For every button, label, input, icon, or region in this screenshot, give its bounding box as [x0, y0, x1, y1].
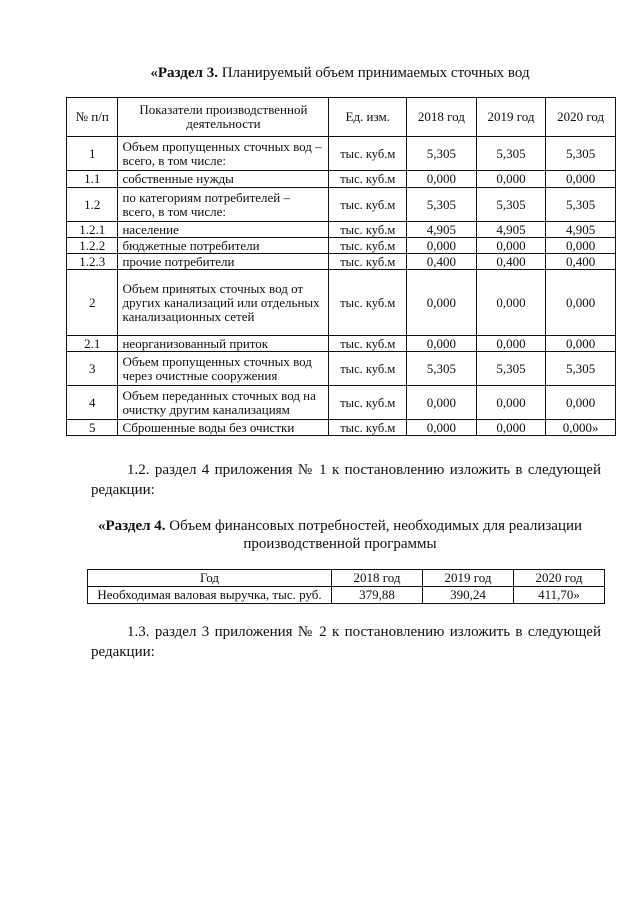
row-value-2018: 0,000: [407, 238, 477, 254]
row-value-2020: 5,305: [546, 352, 616, 386]
row-indicator: Объем пропущенных сточных вод – всего, в том числе:: [118, 137, 329, 171]
row-number: 2: [67, 270, 118, 336]
row-indicator: население: [118, 222, 329, 238]
paragraph-1-3: 1.3. раздел 3 приложения № 2 к постановлению изложить в следующей редакции:: [91, 624, 601, 660]
row-value-2020: 0,000: [546, 270, 616, 336]
row-value-2019: 0,000: [476, 171, 546, 188]
row-indicator: собственные нужды: [118, 171, 329, 188]
row-number: 1: [67, 137, 118, 171]
section3-heading-bold: «Раздел 3.: [150, 65, 218, 81]
row-value-2018: 0,000: [407, 270, 477, 336]
row-value-2019: 0,400: [476, 254, 546, 270]
section4-table: [87, 569, 605, 604]
row-value-2019: 4,905: [476, 222, 546, 238]
row-value-2018: 0,000: [407, 336, 477, 352]
revenue-2018: 379,88: [332, 587, 423, 604]
row-value-2020: 0,000»: [546, 420, 616, 436]
section3-heading: [60, 64, 620, 82]
row-value-2019: 5,305: [476, 137, 546, 171]
table-row: [67, 238, 616, 254]
section3-table-body: [67, 137, 616, 436]
row-unit: тыс. куб.м: [329, 171, 407, 188]
row-value-2019: 0,000: [476, 238, 546, 254]
table-row: [67, 222, 616, 238]
row-number: 1.2.3: [67, 254, 118, 270]
row-value-2018: 5,305: [407, 352, 477, 386]
section3-heading-text: Планируемый объем принимаемых сточных вод: [217, 65, 530, 81]
row-value-2020: 0,000: [546, 336, 616, 352]
row-unit: тыс. куб.м: [329, 270, 407, 336]
table-row: [67, 137, 616, 171]
row-value-2020: 5,305: [546, 137, 616, 171]
row-unit: тыс. куб.м: [329, 254, 407, 270]
row-indicator: неорганизованный приток: [118, 336, 329, 352]
row-number: 1.2.1: [67, 222, 118, 238]
col-header-2018: 2018 год: [407, 98, 477, 137]
row-value-2020: 0,000: [546, 238, 616, 254]
table-row: [67, 336, 616, 352]
row-value-2020: 4,905: [546, 222, 616, 238]
row-number: 1.2.2: [67, 238, 118, 254]
section3-table: [66, 97, 616, 436]
table-row: [67, 188, 616, 222]
row-value-2018: 0,400: [407, 254, 477, 270]
col-header-year: Год: [88, 570, 332, 587]
row-unit: тыс. куб.м: [329, 238, 407, 254]
table-row: [67, 171, 616, 188]
row-unit: тыс. куб.м: [329, 352, 407, 386]
section4-heading-text: Объем финансовых потребностей, необходимых для реализации производственной программы: [165, 518, 583, 552]
row-number: 3: [67, 352, 118, 386]
section4-heading: [60, 517, 620, 553]
table-row: [67, 254, 616, 270]
row-value-2020: 0,000: [546, 386, 616, 420]
row-unit: тыс. куб.м: [329, 222, 407, 238]
row-indicator: Объем переданных сточных вод на очистку другим канализациям: [118, 386, 329, 420]
row-indicator: Объем принятых сточных вод от других канализаций или отдельных канализационных сетей: [118, 270, 329, 336]
col-header-2020: 2020 год: [514, 570, 605, 587]
row-value-2020: 5,305: [546, 188, 616, 222]
row-value-2018: 0,000: [407, 386, 477, 420]
row-value-2018: 0,000: [407, 420, 477, 436]
table-row: [67, 352, 616, 386]
col-header-num: № п/п: [67, 98, 118, 137]
table-row: [67, 420, 616, 436]
row-indicator: бюджетные потребители: [118, 238, 329, 254]
revenue-2019: 390,24: [423, 587, 514, 604]
row-indicator: Сброшенные воды без очистки: [118, 420, 329, 436]
row-number: 5: [67, 420, 118, 436]
col-header-indicator: Показатели производственной деятельности: [118, 98, 329, 137]
col-header-2018: 2018 год: [332, 570, 423, 587]
table-row: [67, 386, 616, 420]
col-header-2020: 2020 год: [546, 98, 616, 137]
row-value-2020: 0,400: [546, 254, 616, 270]
paragraph-1-2: 1.2. раздел 4 приложения № 1 к постановлению изложить в следующей редакции:: [91, 462, 601, 498]
row-number: 1.1: [67, 171, 118, 188]
row-indicator: Объем пропущенных сточных вод через очистные сооружения: [118, 352, 329, 386]
row-value-2020: 0,000: [546, 171, 616, 188]
row-unit: тыс. куб.м: [329, 336, 407, 352]
table-row: [67, 270, 616, 336]
row-indicator: по категориям потребителей – всего, в том числе:: [118, 188, 329, 222]
row-value-2018: 5,305: [407, 137, 477, 171]
row-value-2018: 5,305: [407, 188, 477, 222]
row-value-2019: 5,305: [476, 352, 546, 386]
revenue-2020: 411,70»: [514, 587, 605, 604]
row-value-2018: 0,000: [407, 171, 477, 188]
section3-header-row: [67, 98, 616, 137]
revenue-label: Необходимая валовая выручка, тыс. руб.: [88, 587, 332, 604]
row-unit: тыс. куб.м: [329, 188, 407, 222]
row-value-2019: 5,305: [476, 188, 546, 222]
row-value-2019: 0,000: [476, 336, 546, 352]
row-unit: тыс. куб.м: [329, 137, 407, 171]
row-unit: тыс. куб.м: [329, 386, 407, 420]
row-indicator: прочие потребители: [118, 254, 329, 270]
row-value-2019: 0,000: [476, 270, 546, 336]
col-header-2019: 2019 год: [423, 570, 514, 587]
section4-header-row: [88, 570, 605, 587]
row-unit: тыс. куб.м: [329, 420, 407, 436]
table-row: [88, 587, 605, 604]
row-number: 4: [67, 386, 118, 420]
row-number: 2.1: [67, 336, 118, 352]
row-value-2018: 4,905: [407, 222, 477, 238]
row-value-2019: 0,000: [476, 420, 546, 436]
row-number: 1.2: [67, 188, 118, 222]
section4-heading-bold: «Раздел 4.: [97, 518, 166, 534]
col-header-2019: 2019 год: [476, 98, 546, 137]
row-value-2019: 0,000: [476, 386, 546, 420]
col-header-unit: Ед. изм.: [329, 98, 407, 137]
